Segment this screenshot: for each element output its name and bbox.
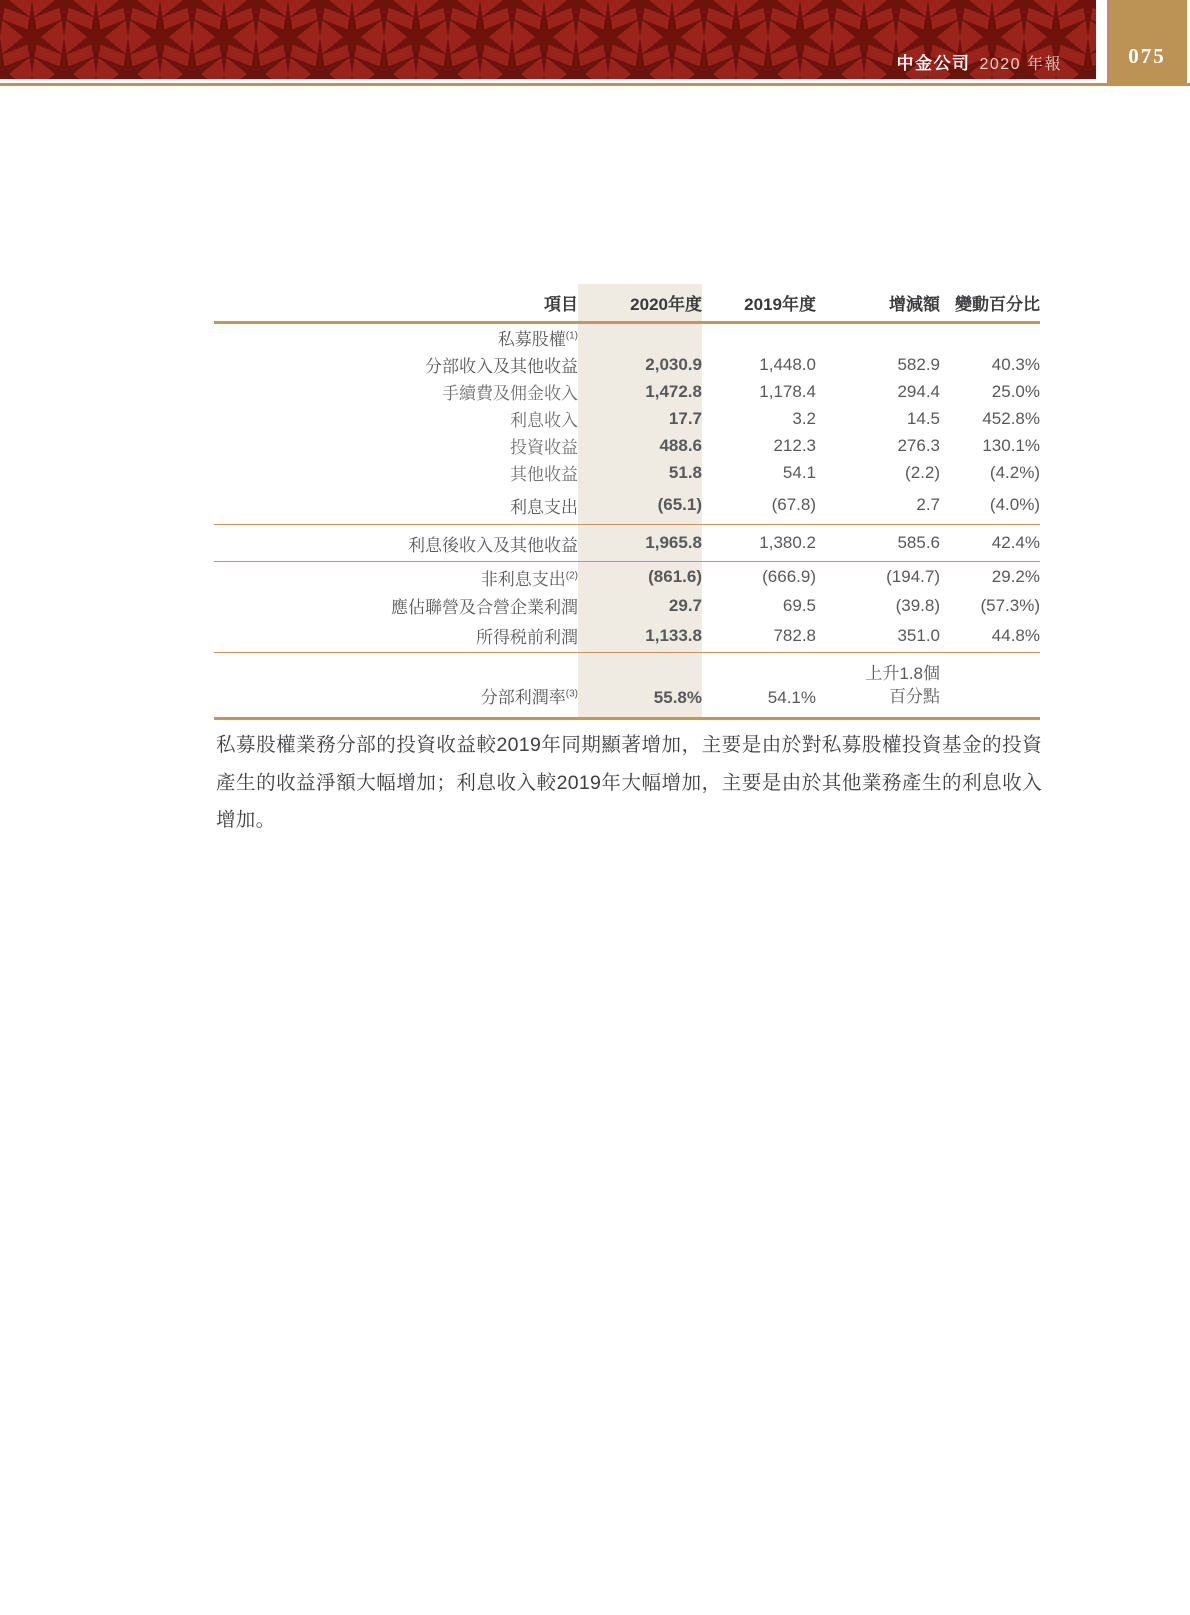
value-2019: 1,448.0: [759, 354, 816, 374]
value-pct: 130.1%: [982, 435, 1040, 455]
table-row: [214, 405, 1040, 432]
footnote-marker: (1): [565, 330, 578, 342]
row-label: 利息後收入及其他收益: [214, 525, 578, 562]
change-line-2: 百分點: [889, 687, 940, 706]
banner-title: [896, 49, 1062, 74]
value-2020: 1,965.8: [578, 525, 702, 562]
row-label: [214, 562, 578, 593]
value-change: 582.9: [897, 354, 940, 374]
value-2019: (67.8): [702, 486, 816, 525]
value-2019: 1,178.4: [759, 381, 816, 401]
row-label-text: 分部利潤率: [480, 688, 566, 707]
value-pct: 25.0%: [991, 381, 1040, 401]
report-year: 2020 年報: [979, 56, 1062, 73]
change-line-1: 上升1.8個: [865, 664, 940, 683]
value-2019: 1,380.2: [702, 525, 816, 562]
table-row: [214, 525, 1040, 562]
value-change: 585.6: [816, 525, 940, 562]
col-header-item: 項目: [214, 284, 578, 323]
value-pct: [940, 653, 1040, 719]
header-banner: [0, 0, 1096, 79]
table-row: [214, 619, 1040, 653]
table-row: [214, 653, 1040, 719]
value-2019: 212.3: [773, 435, 816, 455]
value-2019: 54.1%: [702, 653, 816, 719]
row-label: 手續費及佣金收入: [442, 384, 578, 403]
row-label: 分部收入及其他收益: [425, 357, 578, 376]
table-row: [214, 459, 1040, 486]
row-label: [214, 653, 578, 719]
value-2020: 1,133.8: [578, 619, 702, 653]
row-label: 利息支出: [214, 486, 578, 525]
value-2020: [578, 323, 702, 352]
row-label-text: 私募股權: [497, 330, 566, 349]
value-2019: 782.8: [702, 619, 816, 653]
value-2020: 488.6: [659, 435, 702, 455]
value-2019: [702, 323, 816, 352]
value-pct: (57.3%): [980, 595, 1040, 615]
value-change: 14.5: [906, 408, 940, 428]
table-row: [214, 486, 1040, 525]
col-header-2019: 2019年度: [702, 284, 816, 323]
col-header-pct: 變動百分比: [940, 284, 1040, 323]
row-label: 所得税前利潤: [214, 619, 578, 653]
value-2020: 51.8: [668, 462, 702, 482]
page-number: 075: [1128, 44, 1166, 68]
row-label: 應佔聯營及合營企業利潤: [391, 598, 578, 617]
value-2019: 54.1: [782, 462, 816, 482]
col-header-2020: 2020年度: [578, 284, 702, 323]
company-name: 中金公司: [896, 54, 971, 73]
value-2020: 17.7: [668, 408, 702, 428]
segment-results-table: [214, 284, 1040, 720]
value-2020: 1,472.8: [645, 381, 702, 401]
value-change: 351.0: [816, 619, 940, 653]
table-header-row: [214, 284, 1040, 323]
value-2019: 3.2: [792, 408, 816, 428]
row-label: [214, 323, 578, 352]
value-change: 276.3: [897, 435, 940, 455]
row-label: 投資收益: [510, 438, 578, 457]
value-2020: (861.6): [648, 567, 702, 586]
value-change: 294.4: [897, 381, 940, 401]
value-2020: (65.1): [578, 486, 702, 525]
table-row: [214, 351, 1040, 378]
commentary-paragraph: 私募股權業務分部的投資收益較2019年同期顯著增加，主要是由於對私募股權投資基金的投資產生的收益淨額大幅增加；利息收入較2019年大幅增加，主要是由於其他業務產生的利息收入增加。: [216, 734, 1042, 831]
value-pct: 42.4%: [940, 525, 1040, 562]
table-row: [214, 378, 1040, 405]
value-2019: 69.5: [782, 595, 816, 615]
value-change: [816, 653, 940, 719]
value-change: (2.2): [905, 462, 940, 482]
value-pct: 40.3%: [991, 354, 1040, 374]
col-header-change: 增減額: [816, 284, 940, 323]
value-pct: 452.8%: [982, 408, 1040, 428]
value-2020: 2,030.9: [645, 354, 702, 374]
table-row: [214, 323, 1040, 352]
value-change: (194.7): [886, 567, 940, 586]
value-pct: 29.2%: [991, 567, 1040, 586]
row-label: 其他收益: [510, 465, 578, 484]
footnote-marker: (2): [565, 569, 578, 581]
table-row: [214, 562, 1040, 593]
value-pct: 44.8%: [940, 619, 1040, 653]
value-change: (39.8): [895, 595, 940, 615]
row-label-text: 非利息支出: [480, 569, 566, 589]
header-gold-rule: [0, 83, 1190, 86]
value-pct: (4.0%): [940, 486, 1040, 525]
value-change: 2.7: [816, 486, 940, 525]
value-pct: [940, 323, 1040, 352]
table-row: [214, 432, 1040, 459]
footnote-marker: (3): [565, 688, 578, 700]
value-2019: (666.9): [762, 567, 816, 586]
row-label: 利息收入: [510, 411, 578, 430]
value-pct: (4.2%): [989, 462, 1040, 482]
value-2020: 29.7: [668, 595, 702, 615]
value-change: [816, 323, 940, 352]
value-2020: 55.8%: [578, 653, 702, 719]
table-row: [214, 592, 1040, 619]
page-number-box: [1107, 0, 1187, 86]
